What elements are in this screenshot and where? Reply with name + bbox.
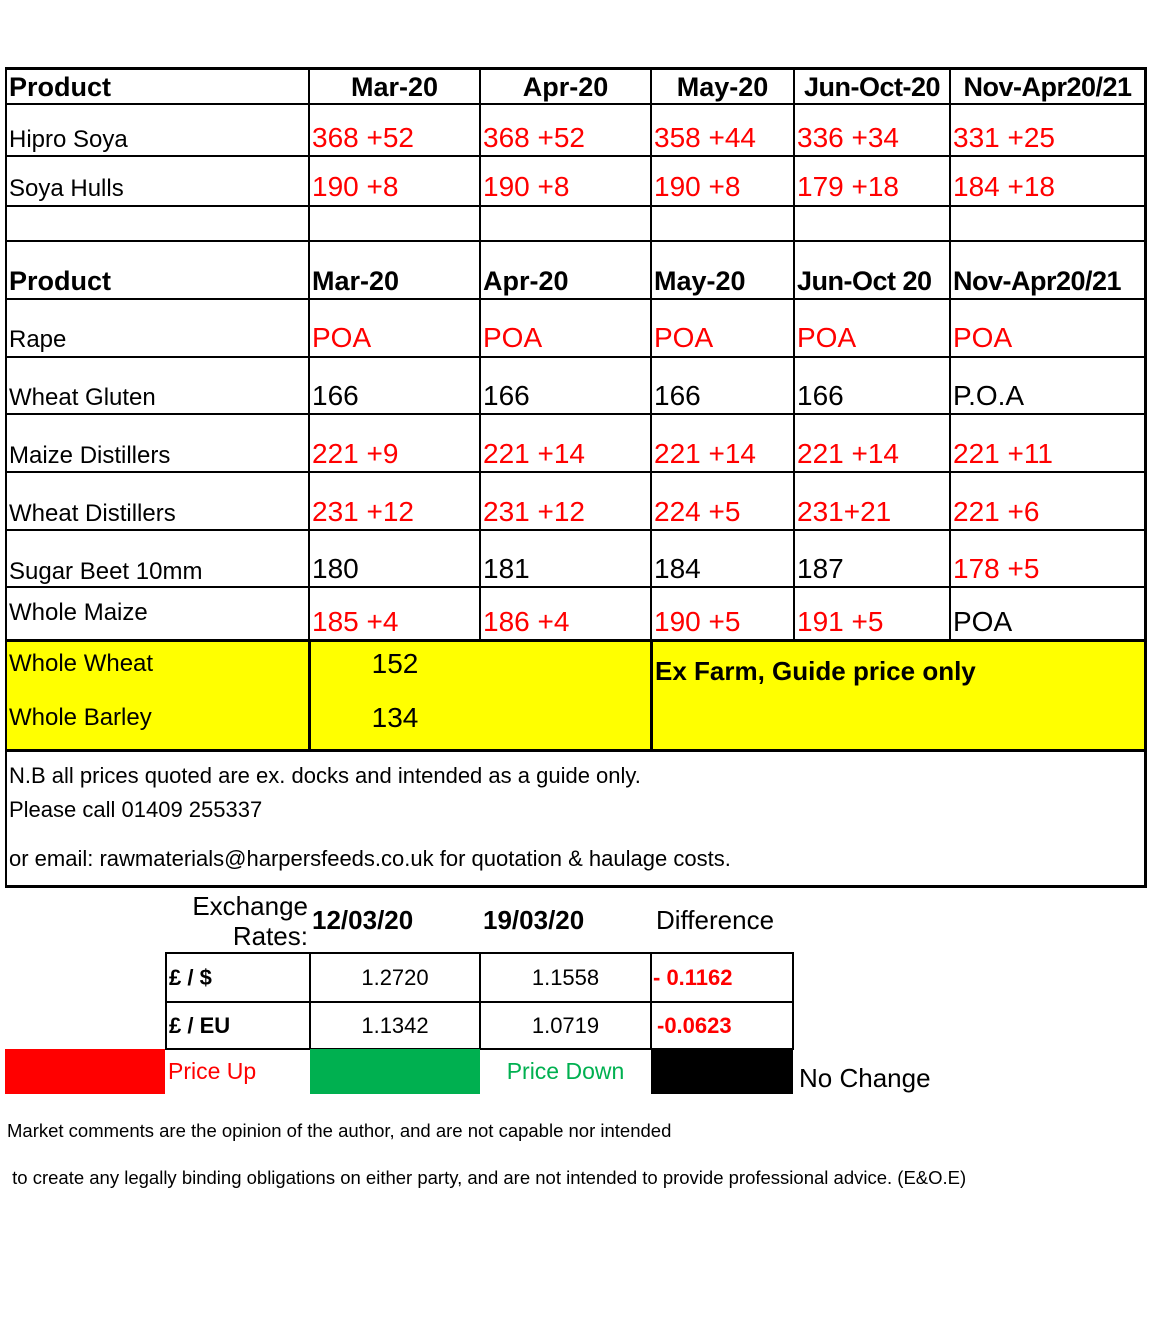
table1-row-value: 331 +25 <box>953 122 1055 153</box>
disclaimer-line-1: Market comments are the opinion of the author, and are not capable nor intended <box>7 1120 672 1141</box>
table2-row-value: 181 <box>483 553 530 584</box>
table2-row-value: POA <box>797 322 857 353</box>
table2-row-product: Rape <box>9 326 67 353</box>
exchange-diff-label: Difference <box>656 905 775 935</box>
table2-row-value: 184 <box>654 553 701 584</box>
table1-row-value: 190 +8 <box>654 171 741 202</box>
table2-row-value: 221 +14 <box>483 438 585 469</box>
table1-header-product: Product <box>9 72 112 102</box>
table2-row-value: 231 +12 <box>483 496 585 527</box>
legend-label-down: Price Down <box>506 1058 625 1084</box>
table2-header-col2: Apr-20 <box>483 266 569 296</box>
table1-row-value: 190 +8 <box>483 171 570 202</box>
table2-header-col1: Mar-20 <box>312 266 400 296</box>
exchange-diff: - 0.1162 <box>653 965 733 990</box>
exchange-date-1: 12/03/20 <box>312 905 414 935</box>
legend-label-up: Price Up <box>168 1058 257 1084</box>
table2-row-value: 190 +5 <box>654 606 741 637</box>
table1-row-product: Hipro Soya <box>9 126 128 153</box>
table2-row-value: 166 <box>312 380 359 411</box>
exfarm-product: Whole Barley <box>9 704 152 731</box>
table2-row-product: Maize Distillers <box>9 442 171 469</box>
table2-row-product: Sugar Beet 10mm <box>9 558 203 585</box>
table2-row-value: POA <box>312 322 372 353</box>
table1-row-value: 368 +52 <box>483 122 585 153</box>
table2-row-value: 166 <box>654 380 701 411</box>
notes-line-3: or email: rawmaterials@harpersfeeds.co.uk for quotation & haulage costs. <box>9 846 731 871</box>
exchange-value: 1.2720 <box>361 965 429 990</box>
table1-row-value: 179 +18 <box>797 171 899 202</box>
table2-header-col3: May-20 <box>654 266 746 296</box>
exchange-value: 1.1342 <box>361 1013 429 1038</box>
exchange-value: 1.0719 <box>531 1013 600 1038</box>
table2-row-value: 221 +14 <box>654 438 756 469</box>
table1-header-col3: May-20 <box>676 72 769 102</box>
notes-line-1: N.B all prices quoted are ex. docks and intended as a guide only. <box>9 763 641 788</box>
table2-row-value: 221 +11 <box>953 438 1053 469</box>
table1-row-value: 358 +44 <box>654 122 756 153</box>
disclaimer-line-2: to create any legally binding obligations on either party, and are not intended to provide professional advice. (E&O.E) <box>7 1167 967 1188</box>
notes-line-2: Please call 01409 255337 <box>9 797 263 822</box>
table2-row-product: Wheat Gluten <box>9 384 156 411</box>
table1-row-product: Soya Hulls <box>9 175 124 202</box>
table2-row-value: 224 +5 <box>654 496 741 527</box>
table2-row-value: 185 +4 <box>312 606 399 637</box>
table2-header-col5: Nov-Apr20/21 <box>953 266 1122 296</box>
legend-label-nochange: No Change <box>799 1063 931 1093</box>
exchange-diff: -0.0623 <box>657 1013 732 1038</box>
table2-row-value: 180 <box>312 553 359 584</box>
table1-row-value: 190 +8 <box>312 171 399 202</box>
table2-row-value: 191 +5 <box>797 606 884 637</box>
table2-row-product: Wheat Distillers <box>9 500 176 527</box>
table2-row-value: 231+21 <box>797 496 892 527</box>
legend-swatch-up <box>5 1049 165 1094</box>
exchange-label-line1: Exchange <box>192 891 308 921</box>
table2-row-value: 178 +5 <box>953 553 1040 584</box>
table2-row-value: 221 +14 <box>797 438 899 469</box>
exchange-pair: £ / $ <box>169 965 212 990</box>
table1-header-col5: Nov-Apr20/21 <box>963 72 1132 102</box>
table2-row-value: POA <box>953 606 1013 637</box>
table2-row-value: P.O.A <box>953 380 1025 411</box>
exchange-label-line2: Rates: <box>232 921 308 951</box>
table1-row-value: 184 +18 <box>953 171 1055 202</box>
table1-header-col2: Apr-20 <box>522 72 609 102</box>
table2-row-value: 187 <box>797 553 844 584</box>
legend-swatch-nochange <box>651 1049 793 1094</box>
table2-row-value: POA <box>483 322 543 353</box>
table2-row-value: 166 <box>797 380 844 411</box>
table2-row-value: 221 +9 <box>312 438 399 469</box>
exfarm-product: Whole Wheat <box>9 650 154 677</box>
exchange-value: 1.1558 <box>531 965 600 990</box>
table1-header-col4: Jun-Oct-20 <box>803 72 941 102</box>
table2-row-product: Whole Maize <box>9 599 148 626</box>
table2-row-value: 186 +4 <box>483 606 570 637</box>
exchange-pair: £ / EU <box>169 1013 231 1038</box>
table1-row-value: 336 +34 <box>797 122 899 153</box>
table2-row-value: POA <box>654 322 714 353</box>
table2-header-col4: Jun-Oct 20 <box>797 266 932 296</box>
exchange-date-2: 19/03/20 <box>483 905 585 935</box>
legend-swatch-down <box>310 1049 480 1094</box>
exfarm-price: 134 <box>371 702 419 733</box>
table2-row-value: 221 +6 <box>953 496 1040 527</box>
exfarm-price: 152 <box>371 648 419 679</box>
table2-row-value: 231 +12 <box>312 496 414 527</box>
table2-row-value: 166 <box>483 380 530 411</box>
exfarm-note: Ex Farm, Guide price only <box>655 656 976 686</box>
table2-row-value: POA <box>953 322 1013 353</box>
table1-row-value: 368 +52 <box>312 122 414 153</box>
table2-header-product: Product <box>9 266 112 296</box>
table1-header-col1: Mar-20 <box>350 72 439 102</box>
